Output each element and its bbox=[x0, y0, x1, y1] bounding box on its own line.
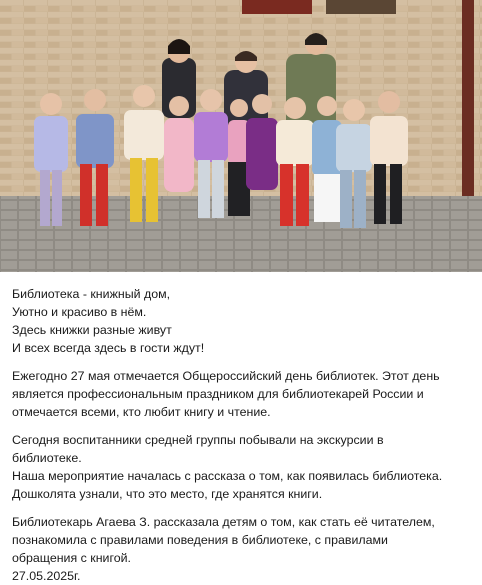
text-line: является профессиональным праздником для библиотекарей России и bbox=[12, 387, 424, 401]
text-line: Сегодня воспитанники средней группы побывали на экскурсии в bbox=[12, 433, 384, 447]
text-line: отмечается всеми, кто любит книгу и чтение. bbox=[12, 405, 271, 419]
post-photo[interactable] bbox=[0, 0, 482, 272]
text-line: Дошколята узнали, что это место, где хранятся книги. bbox=[12, 487, 323, 501]
text-line: Наша мероприятие началась с рассказа о том, как появилась библиотека. bbox=[12, 469, 443, 483]
text-line: познакомила с правилами поведения в библиотеке, с правилами bbox=[12, 533, 388, 547]
text-line: библиотеке. bbox=[12, 451, 82, 465]
text-line: Ежегодно 27 мая отмечается Общероссийский день библиотек. Этот день bbox=[12, 369, 440, 383]
poem-line: Здесь книжки разные живут bbox=[12, 323, 172, 337]
poem-paragraph bbox=[12, 285, 470, 357]
library-day-paragraph bbox=[12, 367, 470, 421]
text-line: обращения с книгой. bbox=[12, 551, 131, 565]
poem-line: Библиотека - книжный дом, bbox=[12, 287, 171, 301]
text-line: Библиотекарь Агаева З. рассказала детям о том, как стать её читателем, bbox=[12, 515, 435, 529]
librarian-paragraph bbox=[12, 513, 470, 585]
poem-line: Уютно и красиво в нём. bbox=[12, 305, 147, 319]
poem-line: И всех всегда здесь в гости ждут! bbox=[12, 341, 205, 355]
post-text bbox=[0, 272, 482, 585]
post-date: 27.05.2025г. bbox=[12, 569, 81, 583]
group-photo-image bbox=[0, 0, 482, 272]
excursion-paragraph bbox=[12, 431, 470, 503]
